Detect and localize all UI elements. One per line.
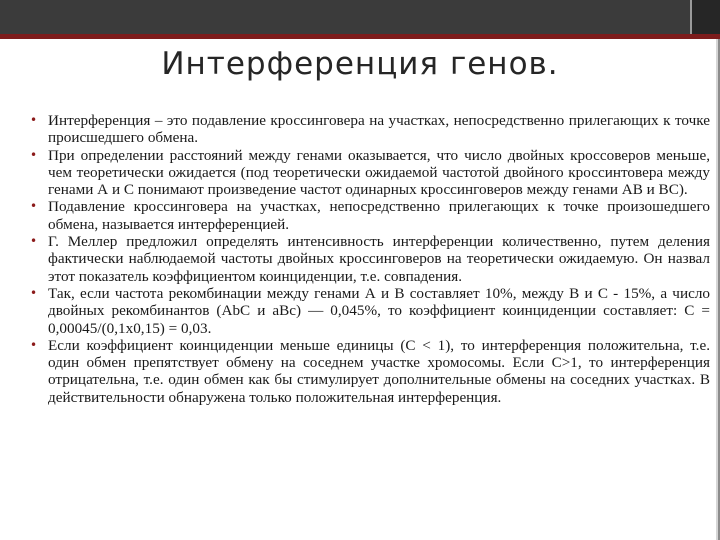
header-bar: [0, 0, 720, 34]
bullet-item: [28, 112, 710, 147]
bullet-item: [28, 337, 710, 406]
header-accent-stripe: [0, 34, 720, 39]
bullet-icon: •: [30, 285, 38, 300]
bullet-text: Подавление кроссинговера на участках, непосредственно прилегающих к точке произошедшего обмена, называется интерференцией.: [48, 198, 710, 233]
bullet-text: При определении расстояний между генами оказывается, что число двойных кроссоверов меньше, чем теоретически ожидается (под теоретически ожидаемой частотой двойного кроссинтовера между генами А и С понимают произведение частот одинарных кроссинговеров между генами АВ и ВС).: [48, 146, 710, 199]
bullet-icon: •: [30, 199, 38, 214]
bullet-item: [28, 233, 710, 285]
header-corner-block: [692, 0, 720, 34]
bullet-item: [28, 198, 710, 233]
bullet-item: [28, 147, 710, 199]
bullet-list: [28, 112, 710, 406]
bullet-text: Так, если частота рекомбинации между генами А и В составляет 10%, между В и С - 15%, а число двойных рекомбинантов (AbC и aBc) — 0,045%, то коэффициент коинциденции составляет: C = 0,00045/(0,1x0,15) = 0,03.: [48, 284, 710, 337]
bullet-text: Г. Меллер предложил определять интенсивность интерференции количественно, путем деления фактически наблюдаемой частоты двойных кроссинговеров на теоретически ожидаемую. Он назвал этот показатель коэффициентом коинциденции, т.е. совпадения.: [48, 233, 710, 285]
bullet-text: Интерференция – это подавление кроссинговера на участках, непосредственно прилегающих к точке происшедшего обмена.: [48, 112, 710, 147]
bullet-icon: •: [30, 337, 38, 352]
slide-title: Интерференция генов.: [161, 46, 559, 82]
bullet-icon: •: [30, 234, 38, 249]
bullet-icon: •: [30, 113, 38, 127]
bullet-text: Если коэффициент коинциденции меньше единицы (C < 1), то интерференция положительна, т.е. один обмен препятствует обмену на соседнем участке хромосомы. Если C>1, то интерференция отрицательна, т.е. один обмен как бы стимулирует дополнительные обмены на соседних участках. В действительности обнаружена только положительная интерференция.: [48, 336, 710, 406]
bullet-icon: •: [30, 147, 38, 162]
bullet-item: [28, 285, 710, 337]
